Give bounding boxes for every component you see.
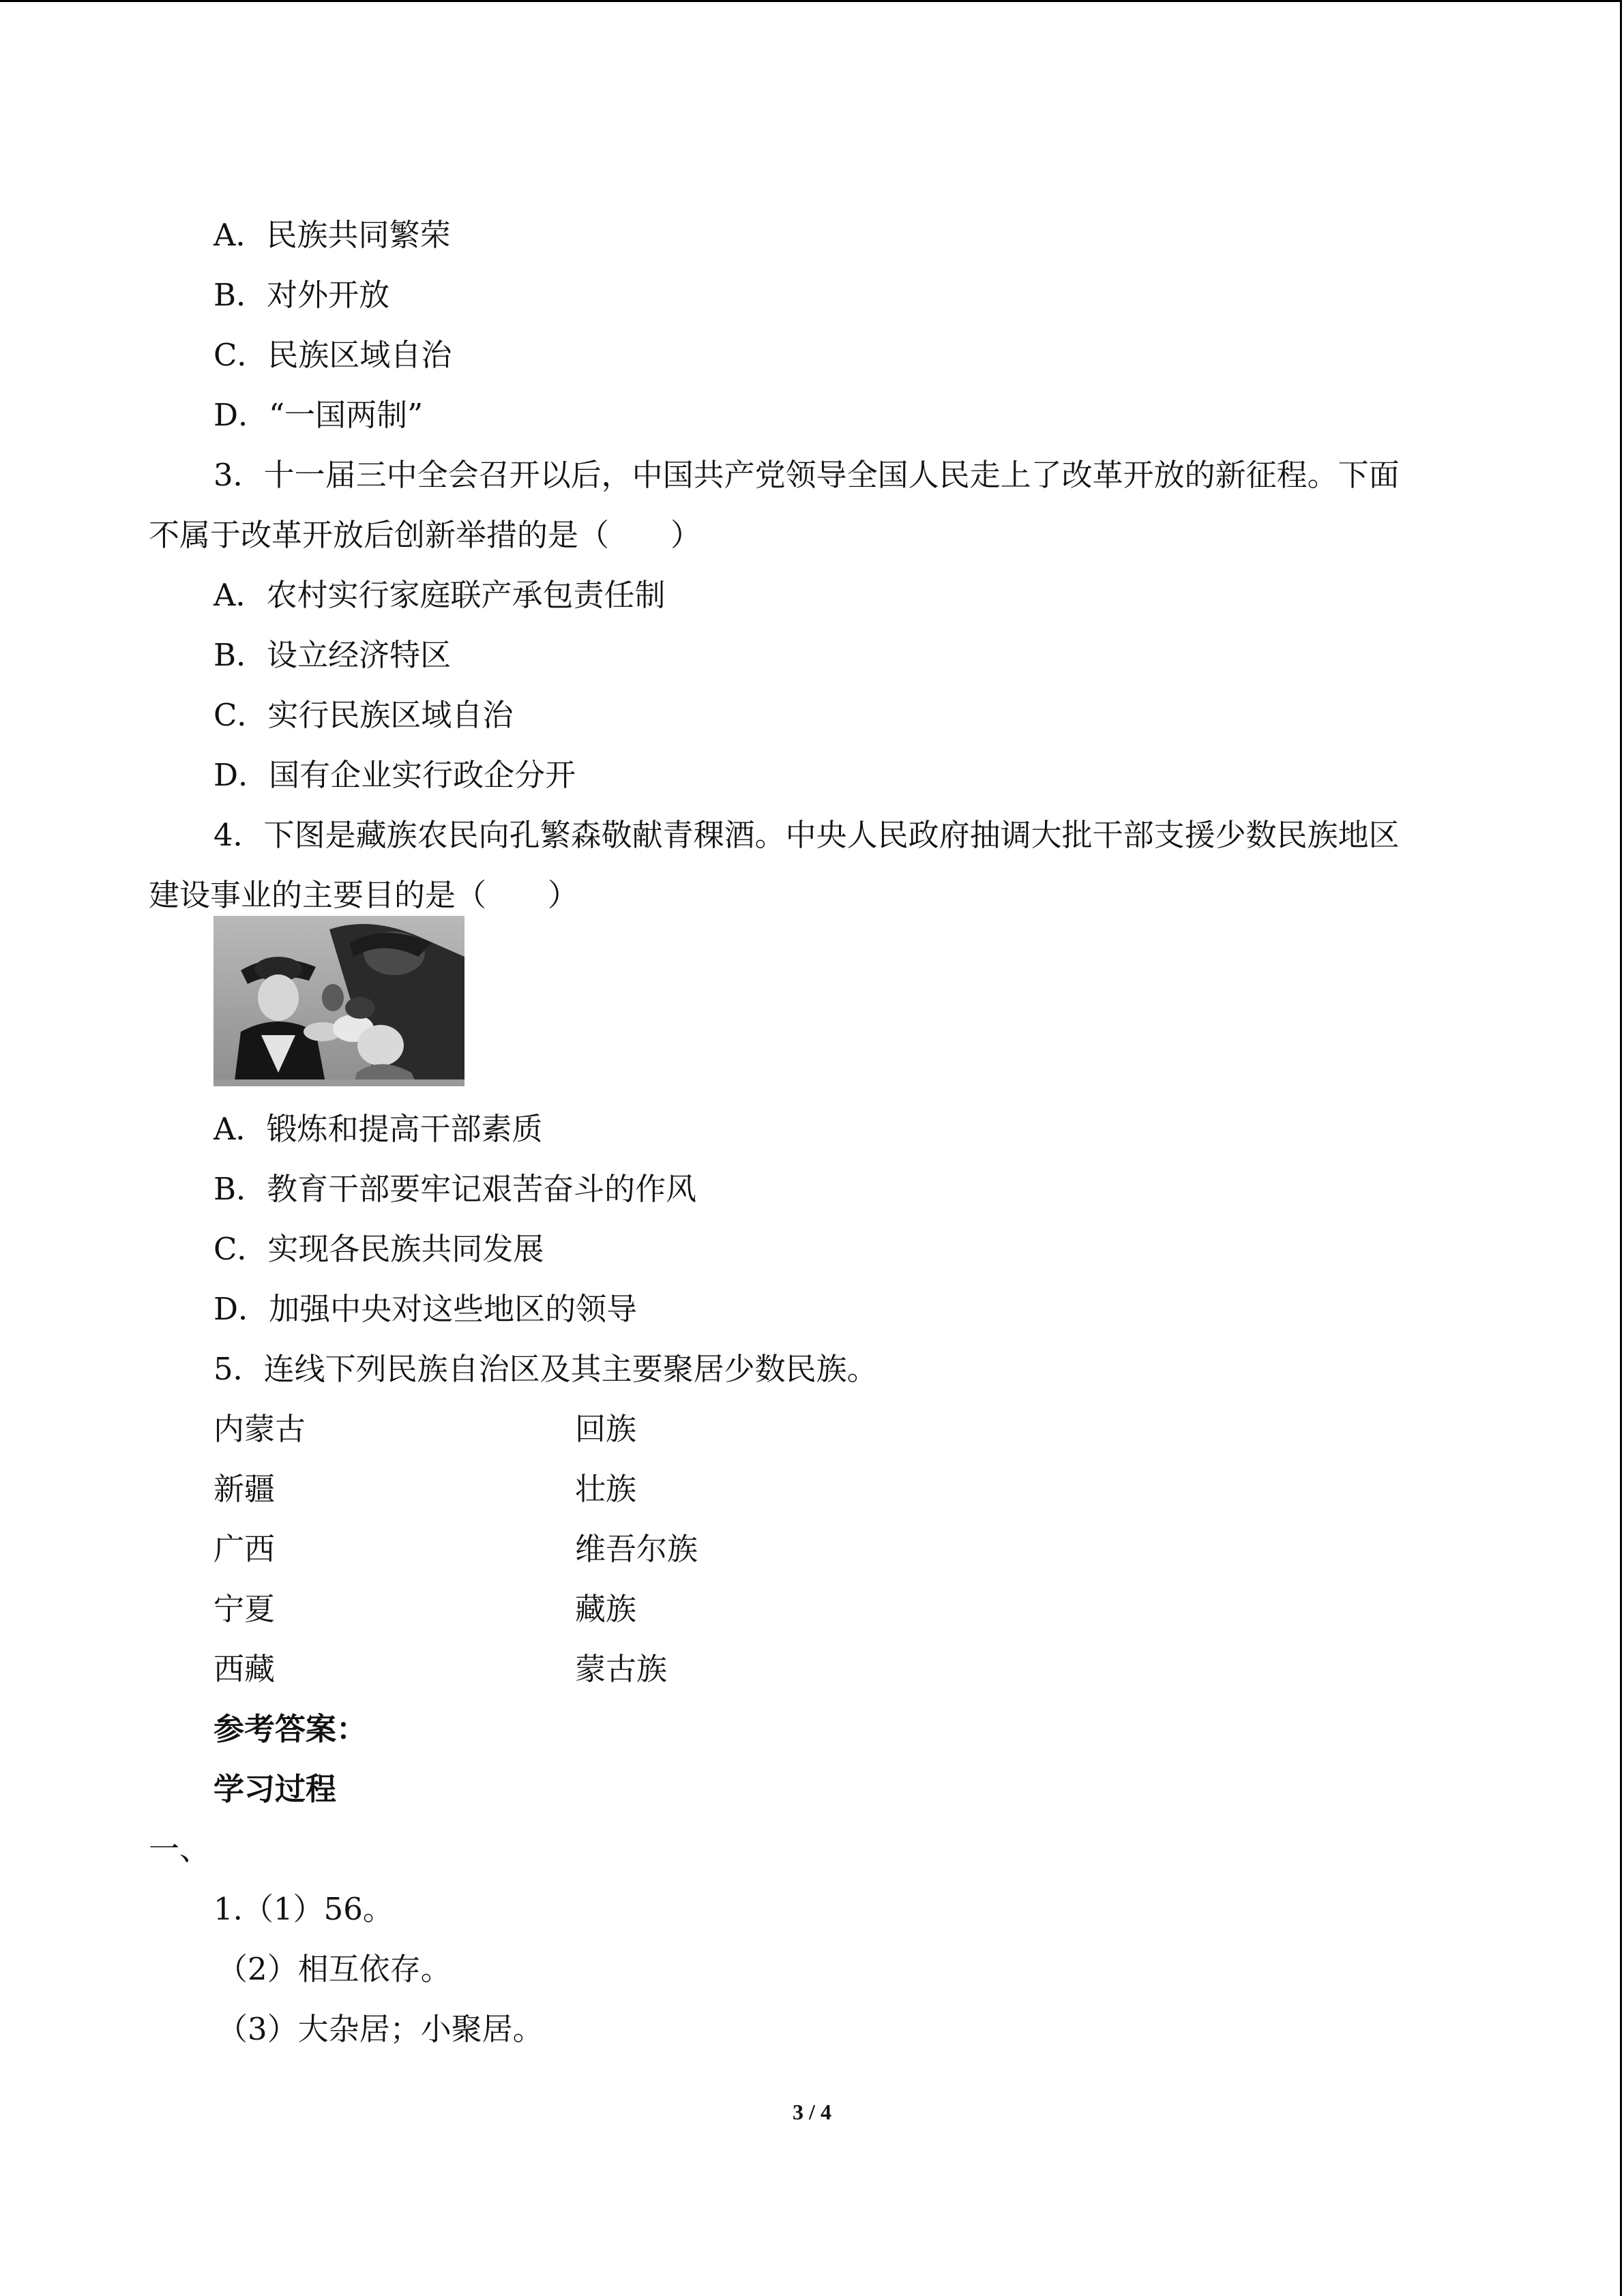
q5-people: 壮族 <box>575 1471 637 1507</box>
answer-item: （3）大杂居；小聚居。 <box>217 2011 544 2047</box>
answers-section-title: 学习过程 <box>213 1771 337 1807</box>
q2-option-b: B．对外开放 <box>213 277 390 313</box>
q5-region: 广西 <box>213 1531 276 1567</box>
q5-people: 蒙古族 <box>575 1651 668 1687</box>
answer-item: 1.（1）56。 <box>213 1891 394 1927</box>
photo-tibetan-farmers-offering-wine <box>213 916 464 1086</box>
q2-option-d: D．“一国两制” <box>213 397 424 433</box>
q3-stem-line1: 3．十一届三中全会召开以后，中国共产党领导全国人民走上了改革开放的新征程。下面 <box>213 457 1400 493</box>
photo-illustration <box>213 916 464 1086</box>
q3-option-d: D．国有企业实行政企分开 <box>213 757 576 793</box>
page-number: 3 / 4 <box>793 2100 831 2124</box>
q5-region: 内蒙古 <box>213 1411 306 1447</box>
q3-option-c: C．实行民族区域自治 <box>213 697 514 733</box>
q2-option-c: C．民族区域自治 <box>213 337 452 373</box>
q2-option-a: A．民族共同繁荣 <box>213 217 451 253</box>
q4-option-b: B．教育干部要牢记艰苦奋斗的作风 <box>213 1171 697 1207</box>
q5-region: 新疆 <box>213 1471 276 1507</box>
q3-option-a: A．农村实行家庭联产承包责任制 <box>213 577 666 613</box>
q4-option-a: A．锻炼和提高干部素质 <box>213 1111 543 1147</box>
q4-stem-line1: 4．下图是藏族农民向孔繁森敬献青稞酒。中央人民政府抽调大批干部支援少数民族地区 <box>213 817 1400 853</box>
q5-people: 藏族 <box>575 1591 637 1627</box>
answer-item: （2）相互依存。 <box>217 1951 452 1987</box>
q4-option-c: C．实现各民族共同发展 <box>213 1231 544 1267</box>
q5-region: 宁夏 <box>213 1591 276 1627</box>
answers-heading: 参考答案： <box>213 1711 368 1747</box>
q4-option-d: D．加强中央对这些地区的领导 <box>213 1291 638 1327</box>
q5-people: 回族 <box>575 1411 637 1447</box>
answers-part-label: 一、 <box>149 1831 211 1867</box>
q5-people: 维吾尔族 <box>575 1531 698 1567</box>
q3-stem-line2: 不属于改革开放后创新举措的是（ ） <box>149 517 702 553</box>
q5-region: 西藏 <box>213 1651 276 1687</box>
q5-prompt: 5．连线下列民族自治区及其主要聚居少数民族。 <box>213 1351 878 1387</box>
q4-stem-line2: 建设事业的主要目的是（ ） <box>149 877 579 913</box>
q3-option-b: B．设立经济特区 <box>213 637 452 673</box>
